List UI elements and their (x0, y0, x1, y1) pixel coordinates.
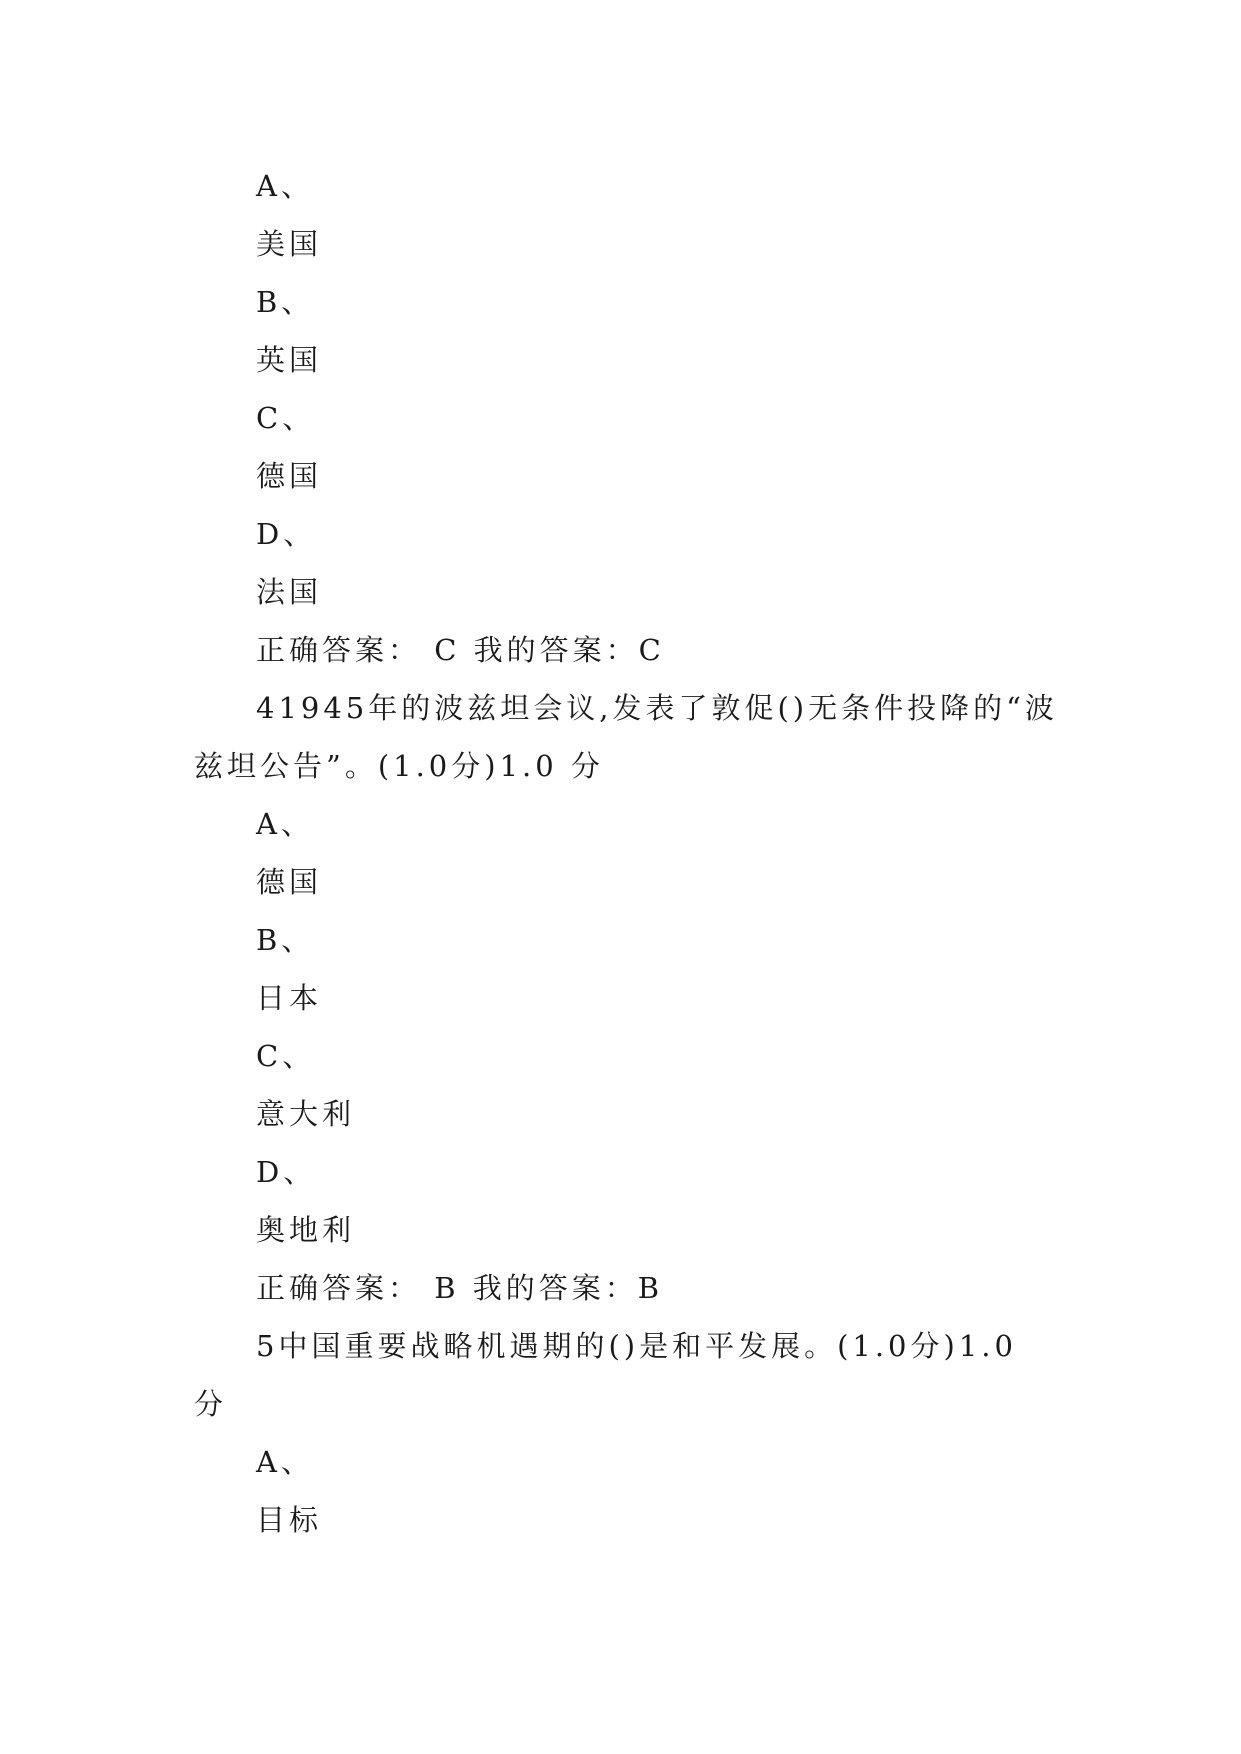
option-c-label: C、 (256, 401, 316, 435)
option-c-text: 意大利 (256, 1097, 356, 1131)
option-a-label: A、 (256, 169, 314, 203)
answer-line: 正确答案： C 我的答案：C (256, 633, 665, 667)
question-4-line-1: 41945年的波兹坦会议,发表了敦促()无条件投降的“波 (256, 691, 1058, 725)
option-c-text: 德国 (256, 459, 323, 493)
option-b-text: 日本 (256, 981, 323, 1015)
option-a-text: 德国 (256, 865, 323, 899)
option-c-label: C、 (256, 1039, 316, 1073)
option-d-label: D、 (256, 517, 317, 551)
answer-line: 正确答案： B 我的答案：B (256, 1271, 664, 1305)
option-b-text: 英国 (256, 343, 323, 377)
option-b-label: B、 (256, 285, 315, 319)
option-b-label: B、 (256, 923, 315, 957)
option-a-label: A、 (256, 807, 314, 841)
option-a-text: 美国 (256, 227, 323, 261)
option-a-label: A、 (256, 1445, 314, 1479)
question-5-line-1: 5中国重要战略机遇期的()是和平发展。(1.0分)1.0 (256, 1329, 1017, 1363)
option-a-text: 目标 (256, 1503, 323, 1537)
question-5-line-2: 分 (194, 1387, 228, 1421)
option-d-label: D、 (256, 1155, 317, 1189)
question-4-line-2: 兹坦公告”。(1.0分)1.0 分 (194, 749, 604, 783)
option-d-text: 奥地利 (256, 1213, 356, 1247)
option-d-text: 法国 (256, 575, 323, 609)
